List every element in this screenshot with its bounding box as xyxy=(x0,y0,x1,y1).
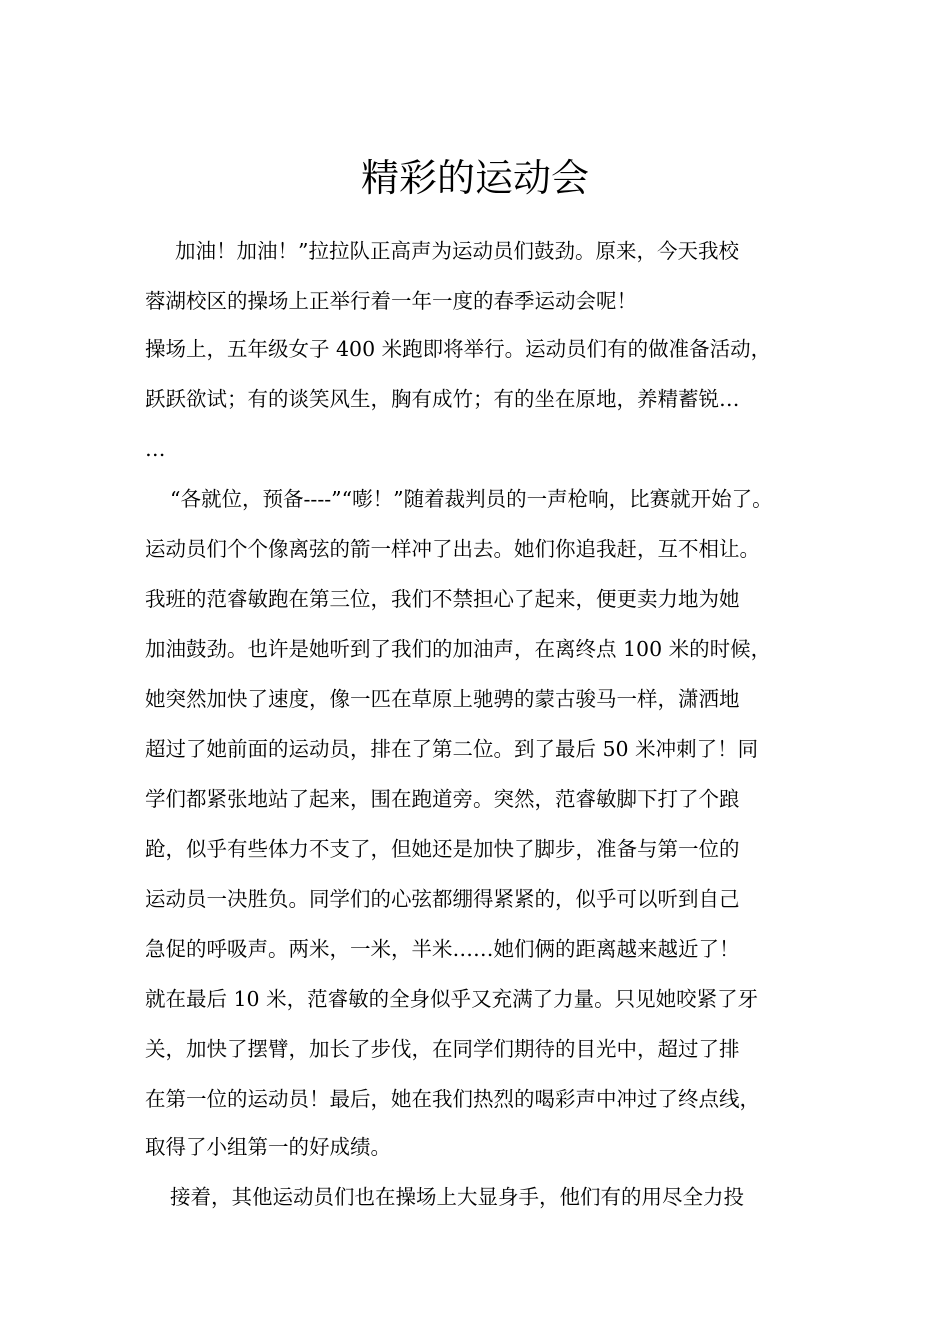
text-line: 跃跃欲试；有的谈笑风生，胸有成竹；有的坐在原地，养精蓄锐… xyxy=(145,387,740,411)
text-line: 加油鼓劲。也许是她听到了我们的加油声，在离终点 100 米的时候， xyxy=(145,637,772,661)
text-line: 超过了她前面的运动员，排在了第二位。到了最后 50 米冲刺了！同 xyxy=(145,737,759,761)
text-line: … xyxy=(145,437,166,461)
document-title: 精彩的运动会 xyxy=(360,156,589,200)
text-line: 在第一位的运动员！最后，她在我们热烈的喝彩声中冲过了终点线， xyxy=(145,1087,760,1111)
text-line: 取得了小组第一的好成绩。 xyxy=(145,1135,391,1159)
text-line: 她突然加快了速度，像一匹在草原上驰骋的蒙古骏马一样，潇洒地 xyxy=(145,687,740,711)
text-line: “各就位，预备----”“嘭！”随着裁判员的一声枪响，比赛就开始了。 xyxy=(170,487,773,511)
text-line: 急促的呼吸声。两米，一米，半米……她们俩的距离越来越近了！ xyxy=(145,937,740,961)
text-line: 我班的范睿敏跑在第三位，我们不禁担心了起来，便更卖力地为她 xyxy=(145,587,740,611)
text-line: 就在最后 10 米，范睿敏的全身似乎又充满了力量。只见她咬紧了牙 xyxy=(145,987,759,1011)
text-line: 运动员们个个像离弦的箭一样冲了出去。她们你追我赶，互不相让。 xyxy=(145,537,760,561)
text-line: 操场上，五年级女子 400 米跑即将举行。运动员们有的做准备活动， xyxy=(145,337,772,361)
text-line: 运动员一决胜负。同学们的心弦都绷得紧紧的，似乎可以听到自己 xyxy=(145,887,740,911)
text-line: 接着，其他运动员们也在操场上大显身手，他们有的用尽全力投 xyxy=(170,1185,744,1209)
text-line: 学们都紧张地站了起来，围在跑道旁。突然，范睿敏脚下打了个踉 xyxy=(145,787,740,811)
text-line: 蓉湖校区的操场上正举行着一年一度的春季运动会呢！ xyxy=(145,289,637,313)
text-line: 跄，似乎有些体力不支了，但她还是加快了脚步，准备与第一位的 xyxy=(145,837,740,861)
text-line: 关，加快了摆臂，加长了步伐，在同学们期待的目光中，超过了排 xyxy=(145,1037,740,1061)
text-line: 加油！加油！”拉拉队正高声为运动员们鼓劲。原来，今天我校 xyxy=(175,239,739,263)
